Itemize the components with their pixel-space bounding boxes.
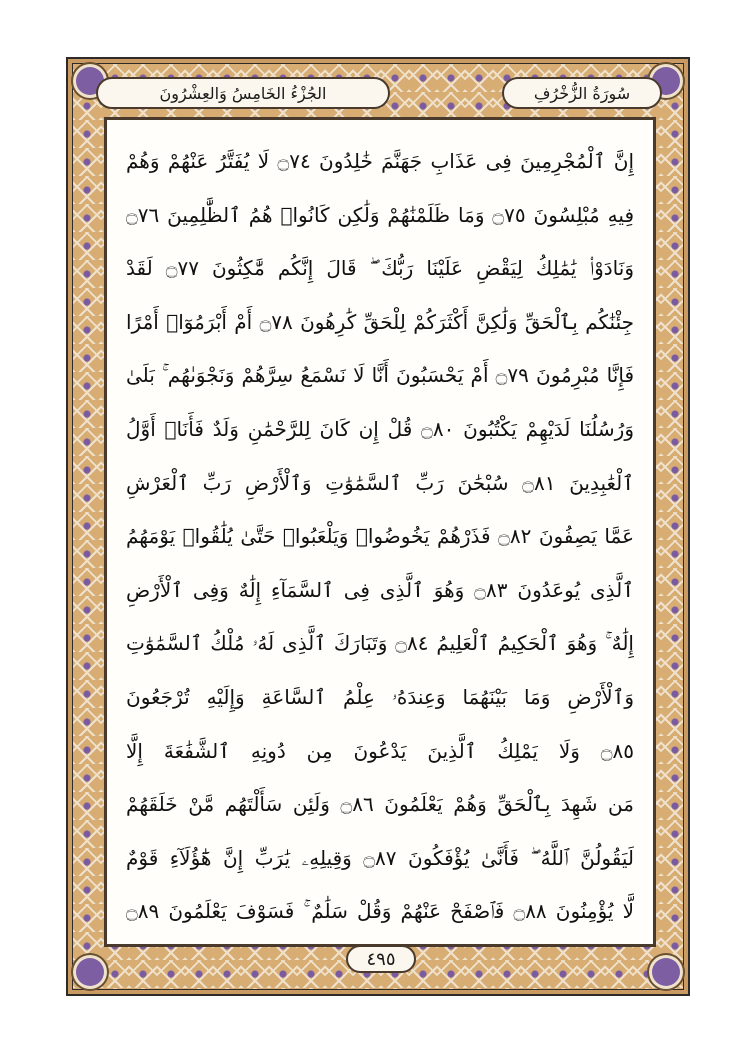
text-panel bbox=[110, 123, 650, 941]
verse-lines bbox=[110, 123, 650, 941]
surah-name-text: سُورَةُ الزُّخْرُفِ bbox=[533, 83, 631, 103]
juz-title bbox=[96, 77, 390, 109]
text-line: إِلَٰهٌ ۚ وَهُوَ ٱلْحَكِيمُ ٱلْعَلِيمُ ۝٨٤ وَتَبَارَكَ ٱلَّذِى لَهُۥ مُلْكُ ٱلسَّمَٰوَٰتِ bbox=[126, 631, 634, 656]
text-line: وَٱلْأَرْضِ وَمَا بَيْنَهُمَا وَعِندَهُۥ عِلْمُ ٱلسَّاعَةِ وَإِلَيْهِ تُرْجَعُونَ bbox=[126, 684, 634, 709]
text-line: إِنَّ ٱلْمُجْرِمِينَ فِى عَذَابِ جَهَنَّمَ خَٰلِدُونَ ۝٧٤ لَا يُفَتَّرُ عَنْهُمْ وَهُمْ bbox=[126, 149, 634, 173]
text-line: وَنَادَوْا۟ يَٰمَٰلِكُ لِيَقْضِ عَلَيْنَا رَبُّكَ ۖ قَالَ إِنَّكُم مَّٰكِثُونَ ۝٧٧ لَقَدْ bbox=[126, 256, 634, 281]
surah-title bbox=[502, 77, 662, 109]
text-line: فِيهِ مُبْلِسُونَ ۝٧٥ وَمَا ظَلَمْنَٰهُمْ وَلَٰكِن كَانُوا۟ هُمُ ٱلظَّٰلِمِينَ ۝٧٦ bbox=[126, 202, 634, 227]
text-line: ۝٨٥ وَلَا يَمْلِكُ ٱلَّذِينَ يَدْعُونَ مِن دُونِهِ ٱلشَّفَٰعَةَ إِلَّا bbox=[126, 738, 634, 763]
text-line: لَيَقُولُنَّ ٱللَّهُ ۖ فَأَنَّىٰ يُؤْفَكُونَ ۝٨٧ وَقِيلِهِۦ يَٰرَبِّ إِنَّ هَٰٓؤُلَآءِ قَوْمٌ bbox=[126, 845, 634, 870]
text-line: وَرُسُلُنَا لَدَيْهِمْ يَكْتُبُونَ ۝٨٠ قُلْ إِن كَانَ لِلرَّحْمَٰنِ وَلَدٌ فَأَنَا۠ أَوَّلُ bbox=[126, 416, 634, 441]
corner-ornament-bottom-right bbox=[652, 958, 680, 986]
text-line: ٱلْعَٰبِدِينَ ۝٨١ سُبْحَٰنَ رَبِّ ٱلسَّمَٰوَٰتِ وَٱلْأَرْضِ رَبِّ ٱلْعَرْشِ bbox=[126, 470, 634, 495]
text-line: لَّا يُؤْمِنُونَ ۝٨٨ فَٱصْفَحْ عَنْهُمْ وَقُلْ سَلَٰمٌ ۚ فَسَوْفَ يَعْلَمُونَ ۝٨٩ bbox=[126, 899, 634, 924]
page-frame bbox=[66, 57, 690, 996]
text-line: فَإِنَّا مُبْرِمُونَ ۝٧٩ أَمْ يَحْسَبُونَ أَنَّا لَا نَسْمَعُ سِرَّهُمْ وَنَجْوَىٰهُم ۚ بَلَىٰ bbox=[126, 363, 634, 388]
text-line: مَن شَهِدَ بِٱلْحَقِّ وَهُمْ يَعْلَمُونَ ۝٨٦ وَلَئِن سَأَلْتَهُم مَّنْ خَلَقَهُمْ bbox=[126, 792, 634, 817]
corner-ornament-bottom-left bbox=[76, 958, 104, 986]
juz-name-text: الجُزْءُ الخَامِسُ وَالعِشْرُونَ bbox=[159, 83, 327, 103]
text-line: جِئْنَٰكُم بِٱلْحَقِّ وَلَٰكِنَّ أَكْثَرَكُمْ لِلْحَقِّ كَٰرِهُونَ ۝٧٨ أَمْ أَبْرَمُوٓا۟ أَمْرًا bbox=[126, 309, 634, 334]
text-line: ٱلَّذِى يُوعَدُونَ ۝٨٣ وَهُوَ ٱلَّذِى فِى ٱلسَّمَآءِ إِلَٰهٌ وَفِى ٱلْأَرْضِ bbox=[126, 577, 634, 602]
page-number-text: ٤٩٥ bbox=[366, 948, 396, 970]
page-number bbox=[346, 945, 416, 973]
text-line: عَمَّا يَصِفُونَ ۝٨٢ فَذَرْهُمْ يَخُوضُوا۟ وَيَلْعَبُوا۟ حَتَّىٰ يُلَٰقُوا۟ يَوْمَهُمُ bbox=[126, 524, 634, 549]
